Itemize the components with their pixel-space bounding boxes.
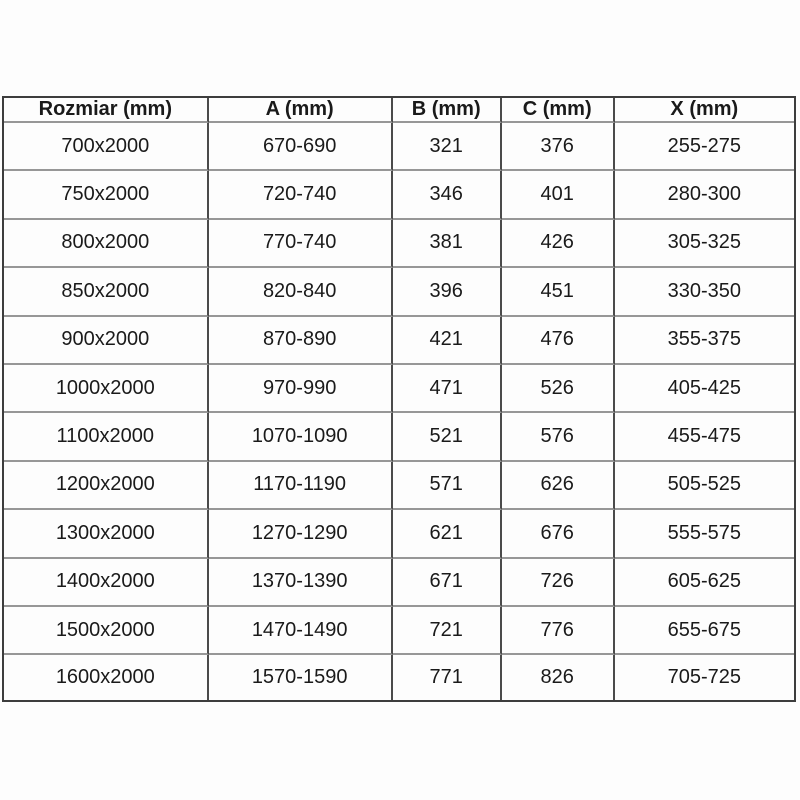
table-row	[4, 559, 794, 607]
table-row	[4, 607, 794, 655]
table-cell: 255-275	[615, 123, 794, 171]
column-header: X (mm)	[615, 98, 794, 123]
table-cell: 521	[393, 413, 502, 461]
table-cell: 850x2000	[4, 268, 209, 316]
table-row	[4, 365, 794, 413]
table-row	[4, 268, 794, 316]
column-header: B (mm)	[393, 98, 502, 123]
table-cell: 355-375	[615, 317, 794, 365]
table-cell: 330-350	[615, 268, 794, 316]
table-cell: 605-625	[615, 559, 794, 607]
table-cell: 626	[502, 462, 615, 510]
table-row	[4, 123, 794, 171]
table-cell: 555-575	[615, 510, 794, 558]
table-body	[4, 123, 794, 700]
table-cell: 321	[393, 123, 502, 171]
table-cell: 471	[393, 365, 502, 413]
table-cell: 1600x2000	[4, 655, 209, 700]
table-cell: 426	[502, 220, 615, 268]
size-table	[2, 96, 796, 702]
table-head	[4, 98, 794, 123]
table-cell: 770-740	[209, 220, 393, 268]
table-cell: 705-725	[667, 666, 742, 689]
table-cell: 381	[393, 220, 502, 268]
table-cell: 771	[393, 655, 502, 700]
table-cell: 1170-1190	[209, 462, 393, 510]
table-cell: 1100x2000	[4, 413, 209, 461]
table-cell: 1370-1390	[209, 559, 393, 607]
table-cell: 376	[502, 123, 615, 171]
column-header: C (mm)	[502, 98, 615, 123]
table-cell: 676	[502, 510, 615, 558]
table-cell: 1070-1090	[209, 413, 393, 461]
table-cell: 721	[393, 607, 502, 655]
table-cell: 900x2000	[4, 317, 209, 365]
column-header: Rozmiar (mm)	[4, 98, 209, 123]
table-cell: 451	[502, 268, 615, 316]
table-cell: 1500x2000	[4, 607, 209, 655]
column-header: A (mm)	[209, 98, 393, 123]
table-cell: 455-475	[615, 413, 794, 461]
table-cell: 671	[393, 559, 502, 607]
table-cell: 1400x2000	[4, 559, 209, 607]
table-row	[4, 413, 794, 461]
table-row	[4, 171, 794, 219]
table-cell: 655-675	[615, 607, 794, 655]
table-cell: 505-525	[615, 462, 794, 510]
table-row	[4, 317, 794, 365]
table-cell: 421	[393, 317, 502, 365]
table-cell: 720-740	[209, 171, 393, 219]
table-cell: 670-690	[209, 123, 393, 171]
header-row	[4, 98, 794, 123]
table-cell: 1200x2000	[4, 462, 209, 510]
table-cell: 401	[502, 171, 615, 219]
table-cell: 776	[502, 607, 615, 655]
table-cell: 576	[502, 413, 615, 461]
table-cell: 346	[393, 171, 502, 219]
table-cell: 405-425	[615, 365, 794, 413]
table-cell: 476	[502, 317, 615, 365]
table-cell: 700x2000	[4, 123, 209, 171]
table-cell: 826	[502, 655, 615, 700]
table-cell: 571	[393, 462, 502, 510]
table-cell: 396	[393, 268, 502, 316]
table-cell: 1000x2000	[4, 365, 209, 413]
table-row	[4, 462, 794, 510]
table-cell: 870-890	[209, 317, 393, 365]
table-cell: 1300x2000	[4, 510, 209, 558]
table-cell: 280-300	[615, 171, 794, 219]
table-cell: 305-325	[615, 220, 794, 268]
table-row	[4, 510, 794, 558]
table-cell: 621	[393, 510, 502, 558]
table-row	[4, 655, 794, 700]
table-cell: 1270-1290	[209, 510, 393, 558]
table-cell: 750x2000	[4, 171, 209, 219]
table-cell: 726	[502, 559, 615, 607]
table-cell: 800x2000	[4, 220, 209, 268]
table-cell: 970-990	[209, 365, 393, 413]
table-cell: 1470-1490	[209, 607, 393, 655]
table-cell: 820-840	[209, 268, 393, 316]
table-cell: 1570-1590	[209, 655, 393, 700]
table-cell: 526	[502, 365, 615, 413]
table-row	[4, 220, 794, 268]
